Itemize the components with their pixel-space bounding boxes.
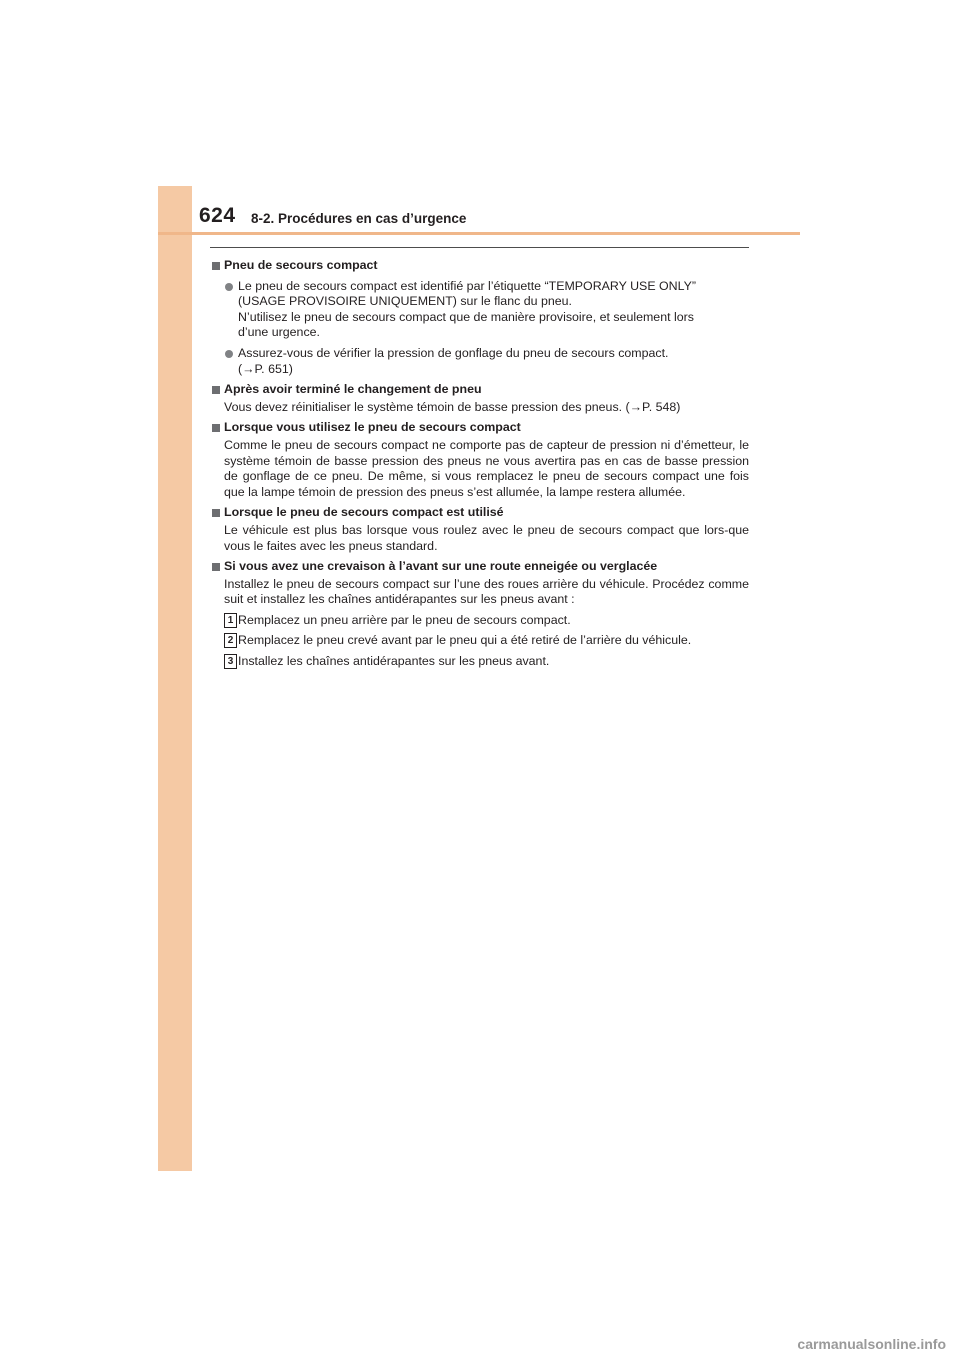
text-line: N’utilisez le pneu de secours compact que de manière provisoire, et seulement lors — [238, 309, 694, 324]
paragraph: Comme le pneu de secours compact ne comporte pas de capteur de pression ni d’émetteur, le système témoin de basse pression des pneus ne vous avertira pas en cas de basse pression de gonflage de ce pneu. De même, si vous remplacez le pneu de secours compact une fois que la lampe témoin de pression des pneus s’est allumée, la lampe restera allumée. — [224, 437, 749, 499]
step-item — [211, 613, 749, 629]
header-rule — [158, 232, 800, 235]
square-bullet-icon — [212, 262, 220, 270]
list-item — [211, 279, 749, 341]
page-number: 624 — [199, 204, 236, 227]
square-bullet-icon — [212, 563, 220, 571]
step-text: Installez les chaînes antidérapantes sur les pneus avant. — [238, 654, 550, 669]
round-bullet-icon — [225, 350, 233, 358]
section-heading: Lorsque le pneu de secours compact est utilisé — [211, 505, 749, 521]
step-number: 3 — [224, 654, 237, 669]
section-heading: Après avoir terminé le changement de pneu — [211, 382, 749, 398]
watermark: carmanualsonline.info — [797, 1336, 946, 1352]
section-heading: Lorsque vous utilisez le pneu de secours compact — [211, 420, 749, 436]
text-line: (USAGE PROVISOIRE UNIQUEMENT) sur le flanc du pneu. — [238, 294, 572, 309]
text-line: Le pneu de secours compact est identifié par l’étiquette “TEMPORARY USE ONLY” — [238, 278, 696, 293]
step-number: 1 — [224, 613, 237, 628]
step-number: 2 — [224, 633, 237, 648]
square-bullet-icon — [212, 386, 220, 394]
text-line: Assurez-vous de vérifier la pression de gonflage du pneu de secours compact. — [238, 345, 669, 360]
step-item — [211, 633, 749, 649]
section-heading: Pneu de secours compact — [211, 258, 749, 274]
section-title: 8-2. Procédures en cas d’urgence — [251, 211, 467, 226]
paragraph: Le véhicule est plus bas lorsque vous roulez avec le pneu de secours compact que lors-que vous le faites avec les pneus standard. — [224, 522, 749, 553]
paragraph: Vous devez réinitialiser le système témoin de basse pression des pneus. (→P. 548) — [224, 399, 681, 414]
text-line: d’une urgence. — [238, 325, 320, 340]
list-item — [211, 346, 749, 377]
paragraph: Installez le pneu de secours compact sur l’une des roues arrière du véhicule. Procédez comme suit et installez les chaînes antidérapantes sur les pneus avant : — [224, 576, 749, 607]
page-reference: (→P. 651) — [238, 361, 293, 376]
square-bullet-icon — [212, 424, 220, 432]
step-item — [211, 654, 749, 670]
side-tab-band — [158, 186, 192, 1171]
content-divider — [210, 247, 749, 248]
section-heading: Si vous avez une crevaison à l’avant sur une route enneigée ou verglacée — [211, 559, 749, 575]
step-text: Remplacez un pneu arrière par le pneu de secours compact. — [238, 612, 571, 627]
square-bullet-icon — [212, 509, 220, 517]
step-text: Remplacez le pneu crevé avant par le pneu qui a été retiré de l’arrière du véhicule. — [238, 633, 692, 648]
page-content — [211, 258, 749, 670]
round-bullet-icon — [225, 283, 233, 291]
